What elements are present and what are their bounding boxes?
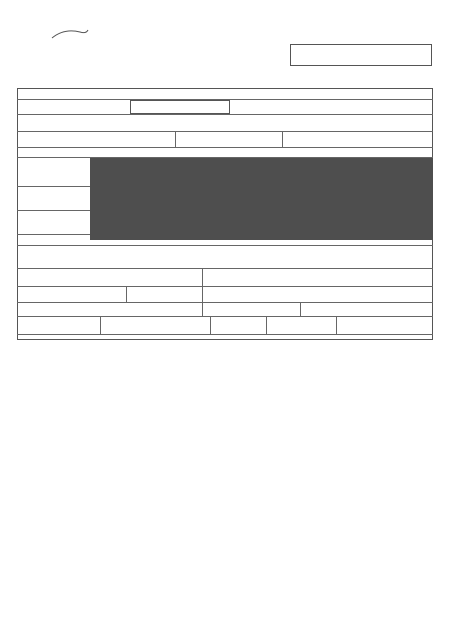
user-info-redaction <box>90 158 433 240</box>
handwritten-stroke-icon <box>50 24 90 44</box>
record-date-box <box>290 44 432 66</box>
